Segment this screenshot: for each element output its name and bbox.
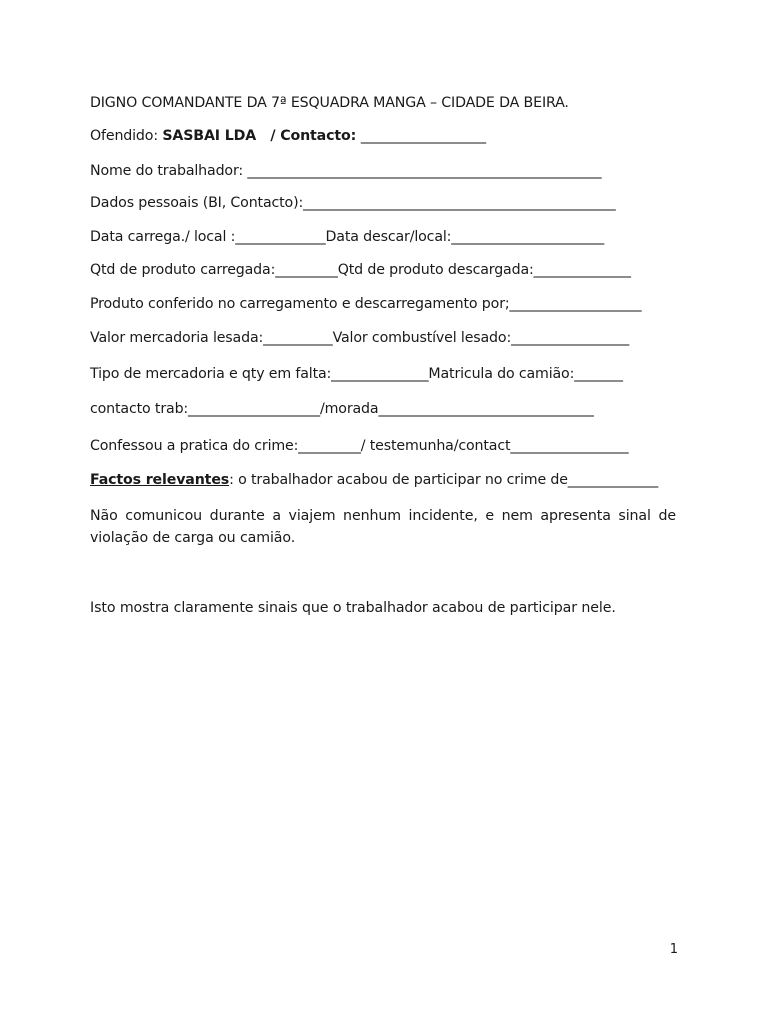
field-valor-mercadoria: Valor mercadoria lesada:__________Valor combustível lesado:_________________ bbox=[90, 330, 630, 346]
company-name: SASBAI LDA bbox=[162, 128, 257, 144]
paragraph-conclusao: Isto mostra claramente sinais que o trabalhador acabou de participar nele. bbox=[90, 600, 616, 616]
field-nome-trabalhador: Nome do trabalhador: ___________________________________________________ bbox=[90, 163, 602, 179]
factos-relevantes-label: Factos relevantes bbox=[90, 472, 230, 488]
factos-relevantes-text: : o trabalhador acabou de participar no crime de_____________ bbox=[229, 472, 659, 488]
document-title: DIGNO COMANDANTE DA 7ª ESQUADRA MANGA – CIDADE DA BEIRA. bbox=[90, 95, 569, 111]
ofendido-label: Ofendido: bbox=[90, 128, 163, 144]
contacto-label: / Contacto: bbox=[256, 128, 361, 144]
field-tipo-mercadoria: Tipo de mercadoria e qty em falta:______________Matricula do camião:_______ bbox=[90, 366, 623, 382]
paragraph-incidente: Não comunicou durante a viajem nenhum incidente, e nem apresenta sinal de violação de carga ou camião. bbox=[90, 508, 676, 546]
field-data-carrega: Data carrega./ local :_____________Data descar/local:______________________ bbox=[90, 229, 605, 245]
page-number: 1 bbox=[669, 942, 678, 957]
contacto-blank: __________________ bbox=[360, 128, 486, 144]
ofendido-line bbox=[90, 126, 680, 146]
field-qtd-produto: Qtd de produto carregada:_________Qtd de produto descargada:______________ bbox=[90, 262, 631, 278]
factos-relevantes-line bbox=[90, 470, 680, 490]
field-produto-conferido: Produto conferido no carregamento e descarregamento por;___________________ bbox=[90, 296, 642, 312]
field-dados-pessoais: Dados pessoais (BI, Contacto):_____________________________________________ bbox=[90, 195, 616, 211]
field-contacto-trab: contacto trab:___________________/morada_______________________________ bbox=[90, 401, 594, 417]
field-confessou-crime: Confessou a pratica do crime:_________/ testemunha/contact_________________ bbox=[90, 438, 629, 454]
